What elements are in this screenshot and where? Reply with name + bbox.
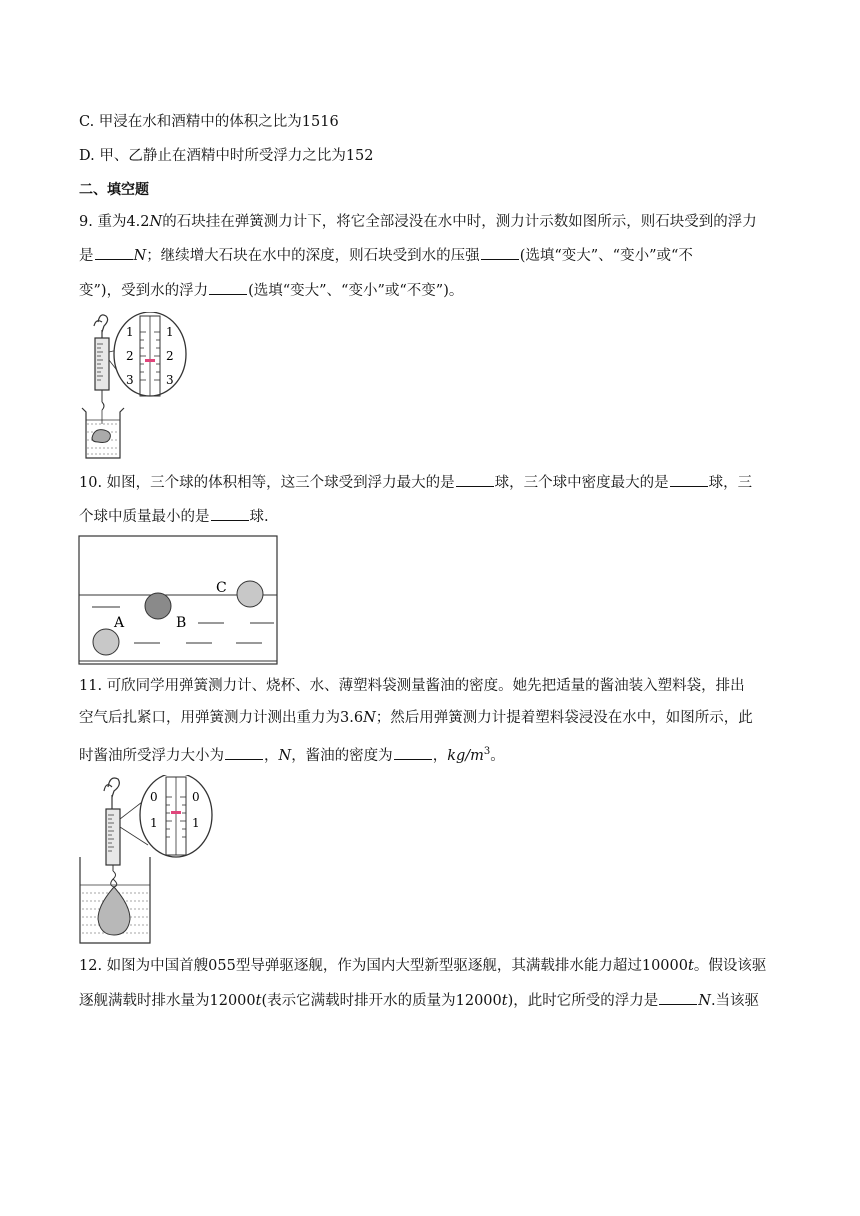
q10-text: 如图，三个球的体积相等，这三个球受到浮力最大的是 [106,475,455,491]
ball-a [93,629,119,655]
q11-text: 。 [490,747,505,764]
q12-unit-n: N [698,993,711,1009]
q11-text: ， [264,747,279,764]
q12-text: (表示它满载时排开水的质量为 [261,993,456,1009]
q9-text: (选填“变大”、“变小”或“不变”)。 [248,283,464,299]
q12-unit: t [255,993,262,1009]
q9-blank-buoyancy-change[interactable] [209,280,247,295]
q9-weight-unit: N [149,214,163,230]
q12-value: 12000 [455,993,502,1009]
q9-text: 重为 [97,214,127,230]
q12-text: 逐舰满载时排水量为 [79,993,210,1009]
q12-line-2 [79,990,759,1011]
q11-number: 11. [79,678,103,694]
q10-line-2 [79,506,269,527]
q9-text: 的石块挂在弹簧测力计下，将它全部浸没在水中时，测力计示数如图所示，则石块受到的浮力 [162,214,757,230]
q11-unit-density-exp: 3 [483,746,491,757]
q11-blank-buoyancy[interactable] [225,745,263,760]
q9-scale-right-2: 2 [166,349,174,363]
q10-text: 球. [249,509,269,525]
q11-scale-right-0: 0 [192,790,200,804]
q12-text: .当该驱 [710,993,760,1009]
q9-figure [80,312,220,462]
q11-text: 可欣同学用弹簧测力计、烧杯、水、薄塑料袋测量酱油的密度。她先把适量的酱油装入塑料袋，排出 [106,678,745,694]
q9-unit: N [133,248,147,264]
q9-scale-left-3: 3 [126,373,134,387]
q11-scale-left-0: 0 [150,790,158,804]
q9-text: 是 [79,248,94,264]
q9-number: 9. [79,214,93,230]
q10-figure [78,535,280,667]
ball-b-label: B [176,615,187,631]
q9-scale-right-1: 1 [166,325,174,339]
q9-text: (选填“变大”、“变小”或“不 [519,248,693,264]
q10-line-1 [79,472,752,493]
q9-weight-value: 4.2 [126,214,150,230]
option-d: D. 甲、乙静止在酒精中时所受浮力之比为152 [79,148,374,164]
q10-text: 球，三个球中密度最大的是 [494,475,669,491]
q11-blank-density[interactable] [394,745,432,760]
ball-c-label: C [216,580,227,596]
q9-blank-pressure[interactable] [481,245,519,260]
q12-number: 12. [79,958,103,974]
q12-unit: t [501,993,508,1009]
q10-blank-max-buoyancy[interactable] [456,472,494,487]
ball-c [237,581,263,607]
q11-line-1 [79,676,745,696]
q11-text: ， [432,747,448,764]
q12-text: )，此时它所受的浮力是 [507,993,659,1009]
q11-scale-left-1: 1 [150,816,158,830]
section-title: 二、填空题 [79,182,149,198]
q12-unit: t [688,958,694,974]
q11-scale-right-1: 1 [192,816,200,830]
q11-unit-n: N [278,747,292,764]
q11-text: ；然后用弹簧测力计提着塑料袋浸没在水中，如图所示，此 [375,710,753,726]
q12-text: 。假设该驱 [693,958,767,974]
q11-figure [78,775,218,947]
option-c: C. 甲浸在水和酒精中的体积之比为1516 [79,114,339,130]
q9-line-3 [79,280,463,301]
q10-text: 球，三 [708,475,753,491]
q11-unit-density: kg/m [447,747,484,764]
q9-text: 变”)，受到水的浮力 [79,283,209,299]
q10-blank-max-density[interactable] [670,472,708,487]
q9-scale-right-3: 3 [166,373,174,387]
q9-scale-left-2: 2 [126,349,134,363]
q10-blank-min-mass[interactable] [211,506,249,521]
q11-text: ，酱油的密度为 [291,747,393,764]
q9-line-2 [79,245,693,266]
q11-text: 时酱油所受浮力大小为 [79,747,224,764]
q11-weight-unit: N [363,710,376,726]
q9-scale-left-1: 1 [126,325,134,339]
ball-a-label: A [114,615,125,631]
q10-number: 10. [79,475,103,491]
q10-text: 个球中质量最小的是 [79,509,210,525]
q9-line-1 [79,212,757,232]
q12-blank-buoyancy[interactable] [659,990,697,1005]
q11-line-3 [79,742,505,766]
q12-value: 12000 [209,993,256,1009]
q11-weight-value: 3.6 [340,710,364,726]
q12-value: 10000 [641,958,688,974]
ball-b [145,593,171,619]
q9-text: ；继续增大石块在水中的深度，则石块受到水的压强 [146,248,480,264]
q12-text: 型导弹驱逐舰，作为国内大型新型驱逐舰，其满载排水能力超过 [235,958,642,974]
q9-blank-buoyancy[interactable] [95,245,133,260]
q12-value: 055 [208,958,236,974]
q12-line-1 [79,956,766,976]
q12-text: 如图为中国首艘 [106,958,209,974]
q11-text: 空气后扎紧口，用弹簧测力计测出重力为 [79,710,340,726]
q11-line-2 [79,708,753,728]
